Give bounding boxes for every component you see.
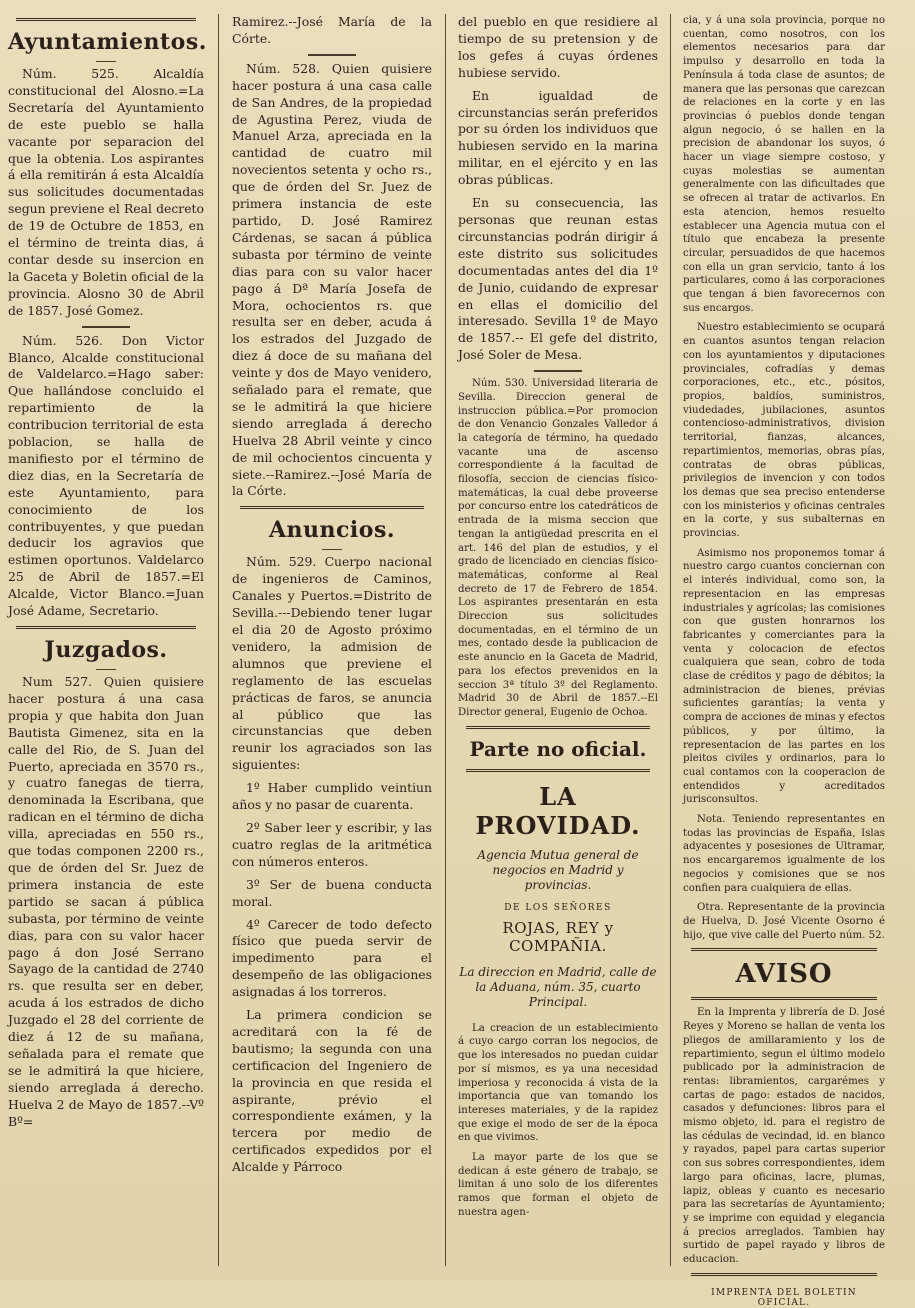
condition-4: 4º Carecer de todo defecto físico que pueda servir de impedimento para el desempeño de las obligaciones asignadas á los torreros. (232, 916, 432, 1000)
carryover-text: cia, y á una sola provincia, porque no cuentan, como nosotros, con los elementos necesarios para dar impulso y desarrollo en toda la Península á toda clase de asuntos; de manera que las personas que carezcan de relaciones en la corte y en las provincias ó pueblos donde tengan algun negocio, ó se hallen en la precision de abandonar los suyos, ó hacer un viage siempre costoso, y cuyas molestias se aumentan generalmente con las dificultades que se ofrecen al tratar de activarlos. En esta atencion, hemos resuelto establecer una Agencia mutua con el título que encabeza la presente circular, persuadidos de que hacemos con ella un gran servicio, tanto á los particulares, como á las corporaciones que tengan á bien favorecernos con sus encargos. (683, 15, 885, 314)
agency-title: LA PROVIDAD. (475, 781, 641, 840)
notice-527: Num 527. Quien quisiere hacer postura á una casa propia y que habita don Juan Bautista Gimenez, sita en la calle del Rio, de S. Juan del Puerto, apreciada en 3570 rs., y cuatro fanegas de tierra, denominada la Escribana, que radican en el término de dicha villa, apreciadas en 550 rs., que todas componen 2200 rs., que de órden del Sr. Juez de primera instancia de este partido se sacan á pública subasta, por término de veinte dias, para con su valor hacer pago á don José Serrano Sayago de la cantidad de 2740 rs. que resulta ser en deber, acuda á los estrados de dicho Juzgado el 28 del corriente de diez á 12 de su mañana, señalada para el remate que se le admitirá la que hiciere, siendo arreglada á derecho. Huelva 2 de Mayo de 1857.--Vº Bº= (8, 674, 204, 1129)
section-heading-juzgados: Juzgados. (44, 637, 168, 663)
notice-526: Núm. 526. Don Victor Blanco, Alcalde constitucional de Valdelarco.=Hago saber: Que hallándose concluido el repartimiento de la contribucion territorial de esta poblacion, se halla de manifiesto por el término de diez dias, en la Secretaría de este Ayuntamiento, para conocimiento de los contribuyentes, y que puedan deducir los agravios que estimen oportunos. Valdelarco 25 de Abril de 1857.=El Alcalde, Victor Blanco.=Juan José Adame, Secretario. (8, 332, 204, 619)
rule (96, 61, 116, 62)
notice-528: Núm. 528. Quien quisiere hacer postura á una casa calle de San Andres, de la propiedad de Agustina Perez, viuda de Manuel Arza, apreciada en la cantidad de cuatro mil novecientos setenta y ocho rs., que de órden del Sr. Juez de primera instancia de este partido, D. José Ramirez Cárdenas, se sacan á pública subasta por término de veinte dias para con su valor hacer pago á Dª María Josefa de Mora, ochocientos rs. que resulta ser en deber, acuda á los estrados del Juzgado de diez á doce de su mañana del veinte y dos de Mayo venidero, señalado para el remate, que se le admitirá la que hiciere siendo arreglada á derecho Huelva 28 Abril veinte y cinco de mil ochocientos cincuenta y siete.--Ramirez.--José María de la Córte. (232, 60, 432, 499)
de-los-senores: DE LOS SEÑORES (504, 902, 612, 913)
notice-529-intro: Núm. 529. Cuerpo nacional de ingenieros de Caminos, Canales y Puertos.=Distrito de Sevilla.---Debiendo tener lugar el dia 20 de Agosto próximo venidero, la admision de alumnos que previene el reglamento de las escuelas prácticas de faros, se anuncia al público que las circunstancias que deben reunir los agraciados son las siguientes: (232, 554, 432, 773)
column-divider (218, 14, 219, 1266)
column-2 (232, 14, 432, 1266)
section-heading-ayuntamientos: Ayuntamientos. (8, 29, 207, 55)
carryover-text: del pueblo en que residiere al tiempo de su pretension y de los gefes á cuyas órdenes hubiese servido. (458, 14, 658, 80)
rule (466, 769, 650, 772)
rule (82, 326, 130, 328)
carryover-text: Ramirez.--José María de la Córte. (232, 14, 432, 46)
aviso-text: En la Imprenta y librería de D. José Reyes y Moreno se hallan de venta los pliegos de amillaramiento y los de repartimiento, segun el último modelo publicado por la administracion de rentas: libramientos, cargarémes y cartas de pago: estados de nacidos, casados y defunciones: libros para el mismo objeto, id. para el registro de las cédulas de vecindad, id. en blanco y rayados, papel para cartas superior con sus sobres correspondientes, idem largo para oficinas, lacre, plumas, lapiz, obleas y cuanto es necesario para las secretarías de Ayuntamiento; y se imprime con equidad y elegancia á precios arreglados. Tambien hay surtido de papel rayado y libros de educacion. (683, 1007, 885, 1266)
column-divider (445, 14, 446, 1266)
condition-2: 2º Saber leer y escribir, y las cuatro reglas de la aritmética con números enteros. (232, 819, 432, 869)
agency-address: La direccion en Madrid, calle de la Aduana, núm. 35, cuarto Principal. (459, 964, 657, 1009)
paragraph: En su consecuencia, las personas que reunan estas circunstancias podrán dirigir á este distrito sus solicitudes documentadas antes del dia 1º de Junio, cuidando de expresar en ellas el domicilio del interesado. Sevilla 1º de Mayo de 1857.-- El gefe del distrito, José Soler de Mesa. (458, 195, 658, 363)
rule (691, 997, 877, 1000)
paragraph: En igualdad de circunstancias serán preferidos por su órden los individuos que hubiesen servido en la marina militar, en el ejército y en las obras públicas. (458, 87, 658, 188)
firm-name: ROJAS, REY y COMPAÑIA. (502, 918, 614, 955)
rule (16, 626, 196, 629)
rule (322, 549, 342, 550)
condition-3: 3º Ser de buena conducta moral. (232, 876, 432, 909)
note: Otra. Representante de la provincia de Huelva, D. José Vicente Osorno é hijo, que vive calle del Puerto núm. 52. (683, 902, 885, 941)
agency-subtitle: Agencia Mutua general de negocios en Madrid y provincias. (477, 847, 639, 892)
notice-529-body: La primera condicion se acreditará con la fé de bautismo; la segunda con una certificacion del Ingeniero de la provincia en que resida el aspirante, prévio el correspondiente exámen, y la tercera por medio de certificados expedidos por el Alcalde y Párroco (232, 1007, 432, 1175)
rule (691, 1273, 877, 1276)
paragraph: La mayor parte de los que se dedican á este género de trabajo, se limitan á uno solo de los diferentes ramos que forman el objeto de nuestra agen- (458, 1152, 658, 1218)
condition-1: 1º Haber cumplido veintiun años y no pasar de cuarenta. (232, 780, 432, 813)
column-4 (683, 14, 885, 1308)
column-1 (8, 14, 207, 1266)
notice-530: Núm. 530. Universidad literaria de Sevilla. Direccion general de instruccion pública.=Por promocion de don Venancio Gonzales Valledor á la categoría de término, ha quedado vacante una de ascenso correspondiente á la facultad de filosofía, seccion de ciencias físico-matemáticas, la cual debe proveerse por concurso entre los catedráticos de entrada de la misma seccion que tengan la antigüedad prescrita en el art. 146 del plan de estudios, y el grado de licenciado en ciencias físico-matemáticas, conforme al Real decreto de 17 de Febrero de 1854. Los aspirantes presentarán en esta Direccion sus solicitudes documentadas, en el término de un mes, contado desde la publicacion de este anuncio en la Gaceta de Madrid, para los efectos prevenidos en la seccion 3ª título 3º del Reglamento. Madrid 30 de Abril de 1857.--El Director general, Eugenio de Ochoa. (458, 378, 658, 718)
paragraph: Asimismo nos proponemos tomar á nuestro cargo cuantos conciernan con el interés individual, como son, la representacion en las empresas industriales y agrícolas; las comisiones con que gusten honrarnos los fabricantes y comerciantes para la venta y colocacion de efectos cualquiera que sean, cobro de toda clase de créditos y pago de débitos; la administracion de bienes, prévias suficientes garantías; la venta y compra de acciones de minas y efectos públicos, y por último, la representacion de las partes en los pleitos civiles y ordinarios, para lo cual contamos con la cooperacion de entendidos y acreditados jurisconsultos. (683, 547, 885, 806)
rule (240, 506, 424, 509)
rule (16, 18, 196, 21)
paragraph: La creacion de un establecimiento á cuyo cargo corran los negocios, de que los interesados no puedan cuidar por sí mismos, es ya una necesidad imperiosa y reconocida á vista de la importancia que van tomando los intereses materiales, y de la rapidez que exige el modo de ser de la época en que vivimos. (458, 1022, 658, 1144)
note: Nota. Teniendo representantes en todas las provincias de España, Islas adyacentes y posesiones de Ultramar, nos encargaremos igualmente de los negocios y comisiones que se nos confien para cualquiera de ellas. (683, 814, 885, 894)
rule (534, 370, 582, 372)
rule (96, 669, 116, 670)
rule (466, 726, 650, 729)
aviso-heading: AVISO (735, 959, 833, 990)
rule (691, 948, 877, 951)
column-divider (670, 14, 671, 1266)
column-3 (458, 14, 658, 1266)
notice-525: Núm. 525. Alcaldía constitucional del Alosno.=La Secretaría del Ayuntamiento de este pueblo se halla vacante por separacion del que la obtenia. Los aspirantes á ella remitirán á esta Alcaldía sus solicitudes documentadas segun previene el Real decreto de 19 de Octubre de 1853, en el término de treinta dias, á contar desde su insercion en la Gaceta y Boletin oficial de la provincia. Alosno 30 de Abril de 1857. José Gomez. (8, 66, 204, 318)
paragraph: Nuestro establecimiento se ocupará en cuantos asuntos tengan relacion con los ayuntamientos y diputaciones provinciales, cofradías y demas corporaciones, etc., etc., pósitos, propios, baldíos, suministros, viudedades, jubilaciones, asuntos contencioso-administrativos, division territorial, fianzas, alcances, repartimientos, memorias, obras pías, contratas de obras públicas, privilegios de invencion y con todos los demas que sea preciso entenderse con los ministerios y oficinas centrales en la corte, y sus subalternas en provincias. (683, 322, 885, 540)
rule (308, 54, 356, 56)
section-heading-parte-no-oficial: Parte no oficial. (469, 736, 647, 761)
section-heading-anuncios: Anuncios. (268, 517, 396, 544)
imprint-line: IMPRENTA DEL BOLETIN OFICIAL. (711, 1287, 857, 1308)
